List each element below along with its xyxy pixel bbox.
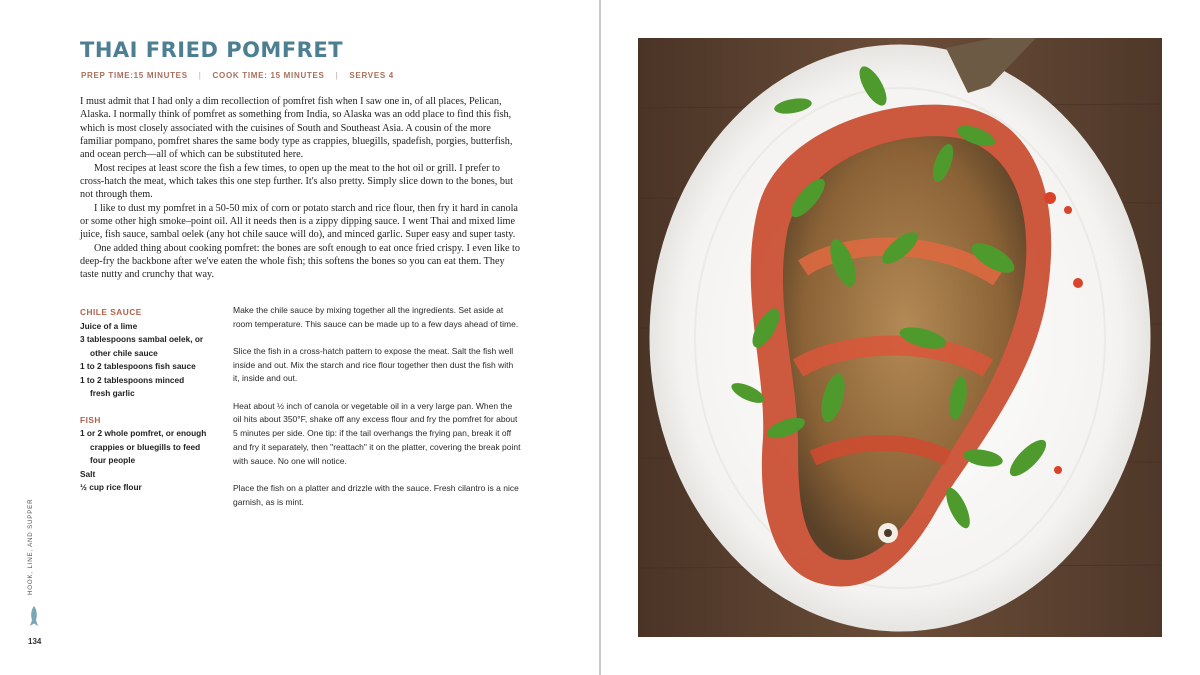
method-step: Heat about ½ inch of canola or vegetable oil in a very large pan. When the oil hits about 350°F, shake off any excess flour and fry the pomfret for about 5 minutes per side. One tip: if the tail overhangs the frying pan, break it off and fry it separately, then "reattach" it on the platter, covering the break point with sauce. No one will notice. xyxy=(233,400,521,466)
right-page xyxy=(601,0,1200,675)
meta-divider: | xyxy=(335,71,339,80)
fish-heading: FISH xyxy=(80,414,101,425)
dish-photo-illustration xyxy=(638,38,1162,637)
ingredient-item: 1 to 2 tablespoons minced xyxy=(80,374,185,385)
ingredient-list xyxy=(80,306,225,495)
running-head-text: HOOK, LINE, AND SUPPER xyxy=(27,498,34,595)
ingredient-item: Salt xyxy=(80,468,96,479)
fish-icon xyxy=(29,606,39,628)
method-step: Slice the fish in a cross-hatch pattern to expose the meat. Salt the fish well inside and out. Mix the starch and rice flour together then dust the fish with it, inside and out. xyxy=(233,346,514,384)
ingredient-item: Juice of a lime xyxy=(80,320,138,331)
ingredient-item: 3 tablespoons sambal oelek, or xyxy=(80,334,204,344)
fish-pupil xyxy=(884,529,892,537)
intro-text xyxy=(80,95,523,282)
method-step: Place the fish on a platter and drizzle with the sauce. Fresh cilantro is a nice garnish, as is mint. xyxy=(233,482,519,507)
method-steps xyxy=(233,304,522,523)
servings: SERVES 4 xyxy=(349,71,394,80)
page-number: 134 xyxy=(28,637,42,646)
intro-paragraph: I like to dust my pomfret in a 50-50 mix of corn or potato starch and rice flour, then fry it hard in canola or some other high smoke–point oil. All it needs then is a zippy dipping sauce. I went Thai and mixed lime juice, fish sauce, sambal oelek (any hot chile sauce will do), and minced garlic. Super easy and super tasty. xyxy=(80,202,518,241)
ingredient-item: ½ cup rice flour xyxy=(80,482,142,492)
prep-time: PREP TIME:15 MINUTES xyxy=(81,71,188,80)
recipe-meta xyxy=(81,71,394,80)
ingredient-item-continued: crappies or bluegills to feed xyxy=(90,441,201,452)
ingredient-spacer xyxy=(80,401,225,414)
intro-paragraph: Most recipes at least score the fish a few times, to open up the meat to the hot oil or grill. I prefer to cross-hatch the meat, which takes this one step further. It's also pretty. Simply slice down to the bones, but not through them. xyxy=(80,162,513,201)
method-step: Make the chile sauce by mixing together all the ingredients. Set aside at room temperature. This sauce can be made up to a few days ahead of time. xyxy=(233,305,519,329)
left-page xyxy=(0,0,599,675)
ingredient-item-continued: fresh garlic xyxy=(90,388,135,398)
ingredient-item-continued: other chile sauce xyxy=(90,347,158,358)
ingredient-item: 1 to 2 tablespoons fish sauce xyxy=(80,361,196,371)
intro-paragraph: I must admit that I had only a dim recollection of pomfret fish when I saw one in, of all places, Pelican, Alaska. I normally think of pomfret as something from India, so Alaska was an odd place to find this fish, which is most closely associated with the cuisines of South and Southeast Asia. A cousin of the more familiar pompano, pomfret shares the same body type as crappies, bluegills, spadefish, porgies, butterfish, and ocean perch—all of which can be substituted here. xyxy=(80,96,513,161)
ingredient-item-continued: four people xyxy=(90,455,136,465)
running-head xyxy=(27,498,41,600)
cook-time: COOK TIME: 15 MINUTES xyxy=(212,71,325,80)
meta-divider: | xyxy=(198,71,202,80)
chile-sauce-heading: CHILE SAUCE xyxy=(80,307,142,317)
dish-photo xyxy=(638,38,1162,637)
ingredient-item: 1 or 2 whole pomfret, or enough xyxy=(80,428,207,438)
recipe-title: THAI FRIED POMFRET xyxy=(80,38,344,62)
intro-paragraph: One added thing about cooking pomfret: the bones are soft enough to eat once fried crispy. I even like to deep-fry the backbone after we've eaten the whole fish; this softens the bones so you can eat them. They taste nutty and crunchy that way. xyxy=(80,242,520,281)
